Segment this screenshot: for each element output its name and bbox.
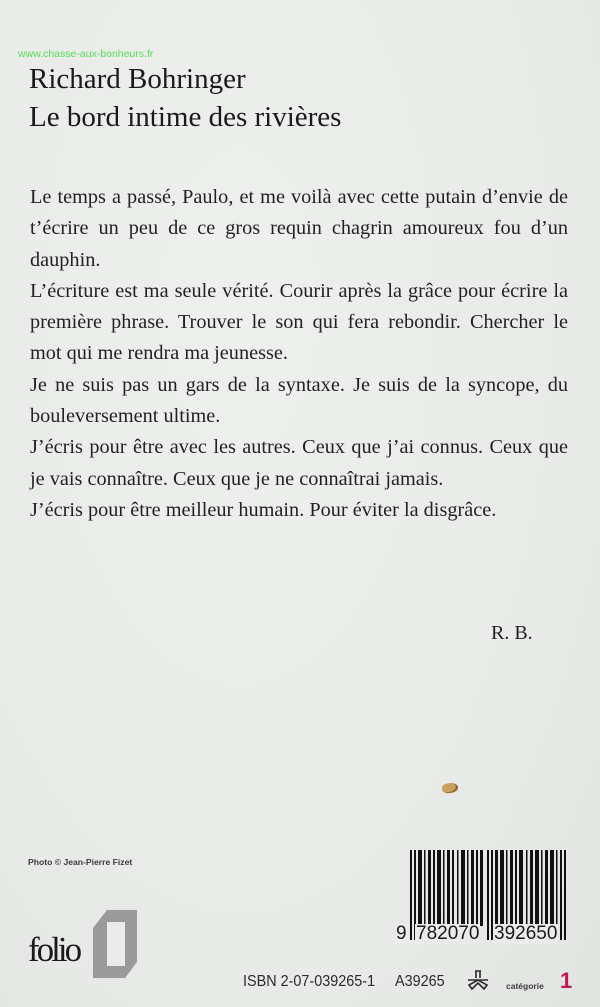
publisher-logo-text: folio xyxy=(28,930,80,969)
blurb-paragraph: Je ne suis pas un gars de la syntaxe. Je suis de la syncope, du bouleversement ultime. xyxy=(30,373,568,428)
isbn-number: ISBN 2-07-039265-1 xyxy=(243,973,376,990)
blurb-paragraph: J’écris pour être avec les autres. Ceux que j’ai connus. Ceux que je vais connaître. Ceux que je ne connaîtrai jamais. xyxy=(30,436,568,490)
category-number: 1 xyxy=(560,968,573,993)
photo-credit: Photo © Jean-Pierre Fizet xyxy=(28,857,133,867)
book-title: Le bord intime des rivières xyxy=(29,101,342,133)
watermark-url: www.chasse-aux-bonheurs.fr xyxy=(18,48,154,60)
barcode-digit-first: 9 xyxy=(396,923,407,944)
gallimard-symbol-icon xyxy=(466,970,490,992)
category-label: catégorie xyxy=(506,981,544,991)
signature-initials: R. B. xyxy=(491,622,533,644)
blurb-paragraph: Le temps a passé, Paulo, et me voilà avec cette putain d’envie de t’écrire un peu de ce gros requin chagrin amoureux fou d’un dauphin. xyxy=(30,186,568,271)
barcode-digits-right: 392650 xyxy=(494,923,558,944)
back-cover-blurb xyxy=(30,182,568,526)
product-code: A39265 xyxy=(395,973,445,990)
blurb-paragraph: J’écris pour être meilleur humain. Pour éviter la disgrâce. xyxy=(30,498,497,521)
barcode-digits-left: 782070 xyxy=(416,923,480,944)
book-author: Richard Bohringer xyxy=(29,63,246,95)
paper-stain xyxy=(441,782,458,795)
folio-logo-icon xyxy=(93,910,139,978)
blurb-paragraph: L’écriture est ma seule vérité. Courir après la grâce pour écrire la première phrase. Trouver le son qui fera rebondir. Chercher le mot qui me rendra ma jeunesse. xyxy=(30,279,568,365)
